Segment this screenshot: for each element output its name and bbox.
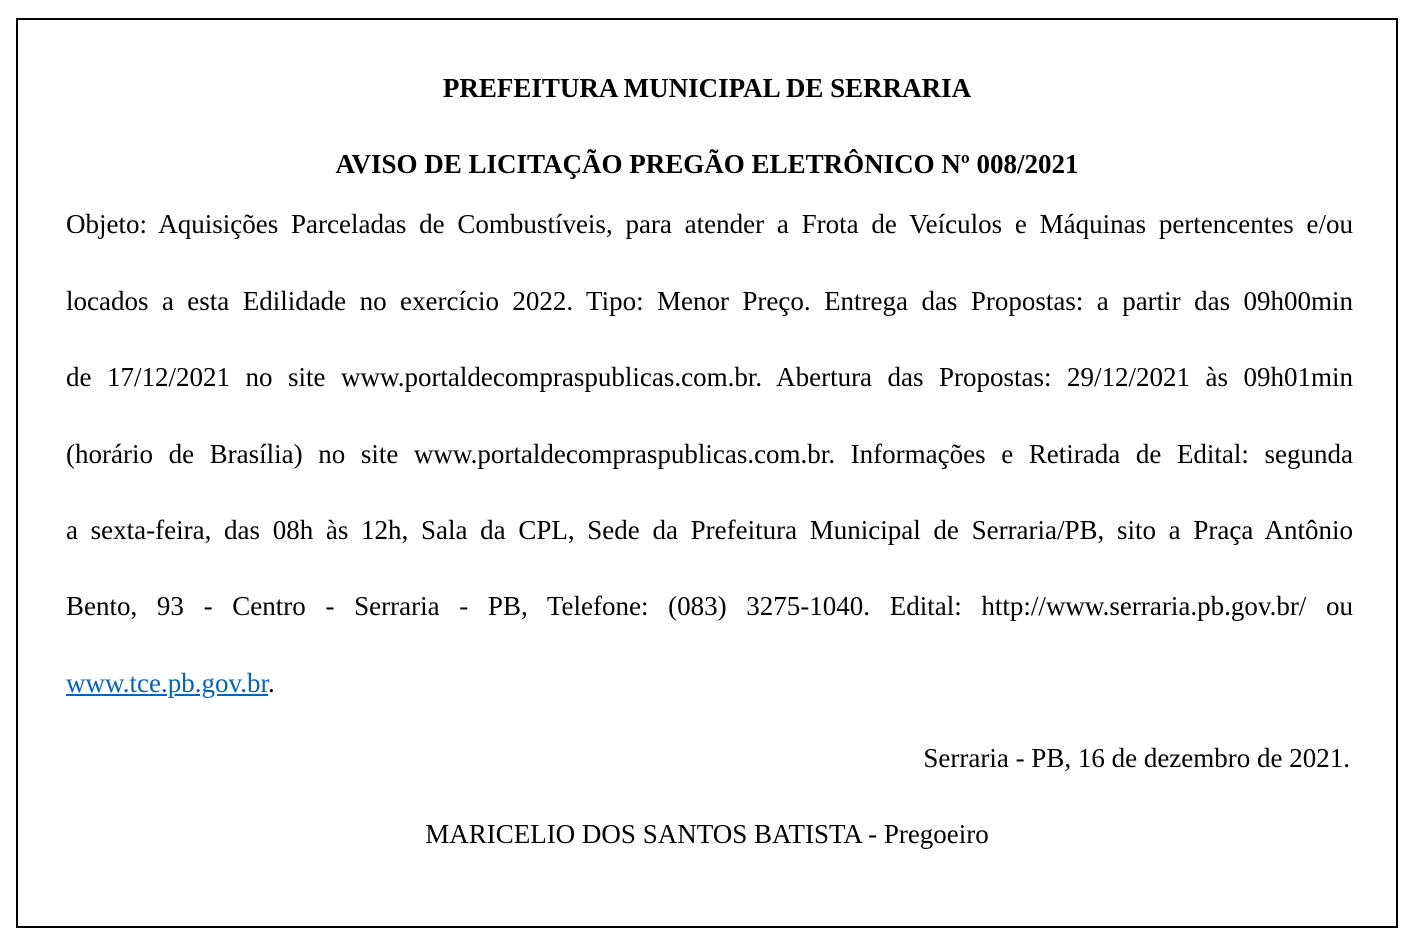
municipality-heading: PREFEITURA MUNICIPAL DE SERRARIA [442, 73, 972, 103]
place-date: Serraria - PB, 16 de dezembro de 2021. [923, 743, 1350, 773]
body-text-line: a sexta-feira, das 08h às 12h, Sala da CPL, Sede da Prefeitura Municipal de Serraria/PB, sito a Praça Antônio [66, 515, 1353, 545]
signature-line: MARICELIO DOS SANTOS BATISTA - Pregoeiro [425, 819, 989, 849]
notice-frame [16, 18, 1398, 928]
body-text-line: Objeto: Aquisições Parceladas de Combustíveis, para atender a Frota de Veículos e Máquinas pertencentes e/ou [66, 209, 1353, 239]
body-text-line-last [66, 667, 1353, 699]
tce-link[interactable]: www.tce.pb.gov.br [66, 668, 268, 698]
body-text-line: de 17/12/2021 no site www.portaldecompraspublicas.com.br. Abertura das Propostas: 29/12/2021 às 09h01min [66, 362, 1353, 392]
body-text-line: (horário de Brasília) no site www.portaldecompraspublicas.com.br. Informações e Retirada de Edital: segunda [66, 439, 1353, 469]
link-suffix: . [267, 668, 275, 698]
body-text-line: Bento, 93 - Centro - Serraria - PB, Telefone: (083) 3275-1040. Edital: http://www.serraria.pb.gov.br/ ou [66, 591, 1353, 621]
notice-title: AVISO DE LICITAÇÃO PREGÃO ELETRÔNICO Nº 008/2021 [335, 149, 1079, 179]
body-text-line: locados a esta Edilidade no exercício 2022. Tipo: Menor Preço. Entrega das Propostas: a partir das 09h00min [66, 286, 1353, 316]
